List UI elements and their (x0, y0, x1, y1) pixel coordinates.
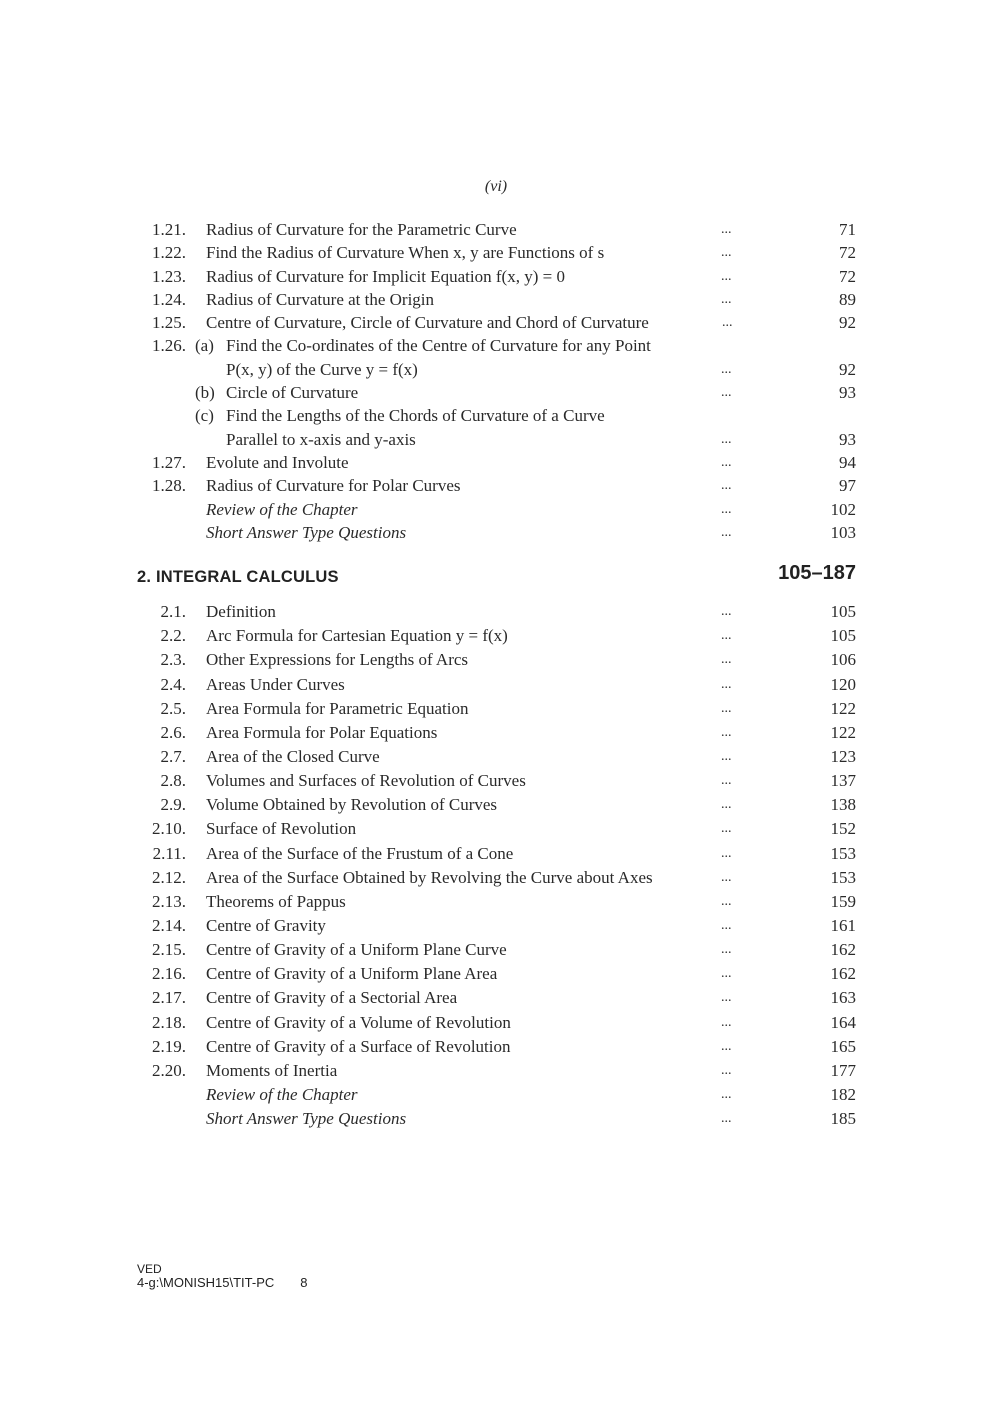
toc-entry-review[interactable] (0, 498, 992, 521)
entry-number: 2.12. (152, 867, 186, 887)
leader-dots: ... (721, 676, 732, 692)
entry-number: 1.25. (152, 313, 186, 333)
entry-number: 2.5. (160, 698, 186, 718)
entry-title: Area of the Closed Curve (206, 747, 380, 766)
entry-number: 2.19. (152, 1036, 186, 1056)
entry-title: Centre of Curvature, Circle of Curvature and Chord of Curvature (206, 313, 649, 333)
toc-entry[interactable] (0, 697, 992, 721)
entry-title: Other Expressions for Lengths of Arcs (206, 650, 469, 670)
leader-dots: ... (721, 893, 732, 909)
entry-title: Radius of Curvature for Implicit Equation f(x, y) = 0 (206, 266, 565, 286)
toc-entry[interactable] (0, 218, 992, 241)
chapter-heading[interactable] (0, 544, 992, 600)
entry-page: 165 (830, 1036, 856, 1056)
toc-section-1 (0, 218, 992, 544)
entry-number: 2.14. (152, 915, 186, 935)
toc-entry[interactable] (0, 914, 992, 938)
leader-dots: ... (721, 222, 732, 237)
leader-dots: ... (721, 1062, 732, 1078)
leader-dots: ... (721, 1111, 732, 1127)
leader-dots: ... (721, 773, 732, 789)
entry-page: 89 (839, 289, 856, 309)
leader-dots: ... (721, 245, 732, 261)
entry-page: 97 (839, 476, 856, 496)
leader-dots: ... (721, 845, 732, 861)
entry-title: Centre of Gravity (206, 915, 326, 935)
leader-dots: ... (721, 797, 732, 813)
entry-title: Radius of Curvature for Polar Curves (206, 476, 461, 496)
entry-page: 92 (839, 359, 856, 379)
entry-page: 72 (839, 243, 856, 263)
entry-page: 93 (839, 429, 856, 449)
entry-number: 2.3. (160, 650, 186, 670)
entry-title: Area of the Surface Obtained by Revolving the Curve about Axes (206, 867, 653, 887)
entry-number: 2.1. (160, 602, 186, 622)
entry-title: Centre of Gravity of a Surface of Revolution (206, 1036, 511, 1056)
entry-title: Find the Co-ordinates of the Centre of Curvature for any Point (226, 336, 651, 356)
entry-number: 2.8. (160, 771, 186, 791)
entry-title: Volumes and Surfaces of Revolution of Curves (206, 771, 526, 791)
entry-number: 2.7. (160, 747, 186, 766)
toc-entry[interactable] (0, 451, 992, 474)
entry-title: Short Answer Type Questions (206, 1109, 407, 1129)
entry-title: Centre of Gravity of a Sectorial Area (206, 988, 458, 1008)
entry-title: Circle of Curvature (226, 383, 359, 403)
footer-label: VED (137, 1262, 162, 1276)
entry-page: 153 (830, 867, 856, 887)
leader-dots: ... (721, 917, 732, 933)
entry-title: P(x, y) of the Curve y = f(x) (226, 359, 418, 379)
entry-page: 71 (839, 220, 856, 239)
leader-dots: ... (721, 524, 732, 540)
leader-dots: ... (721, 361, 732, 377)
leader-dots: ... (721, 478, 732, 494)
leader-dots: ... (721, 652, 732, 668)
entry-number: 2.17. (152, 988, 186, 1008)
entry-number: 2.6. (160, 722, 186, 742)
entry-page: 163 (830, 988, 856, 1008)
entry-title: Area of the Surface of the Frustum of a Cone (206, 843, 514, 863)
entry-page: 152 (830, 819, 856, 839)
entry-page: 122 (830, 722, 856, 742)
entry-title: Radius of Curvature for the Parametric Curve (206, 220, 517, 239)
entry-number: 1.26. (152, 336, 186, 356)
entry-label: (b) (195, 383, 215, 403)
footer-page-number: 8 (300, 1275, 308, 1290)
entry-number: 1.28. (152, 476, 186, 496)
leader-dots: ... (721, 628, 732, 644)
entry-title: Moments of Inertia (206, 1060, 338, 1080)
entry-number: 1.27. (152, 452, 186, 472)
entry-page: 182 (830, 1084, 856, 1104)
leader-dots: ... (721, 501, 732, 517)
entry-title: Centre of Gravity of a Volume of Revolution (206, 1012, 511, 1032)
toc-entry-questions[interactable] (0, 521, 992, 544)
entry-title: Review of the Chapter (206, 499, 358, 519)
toc-entry[interactable] (0, 241, 992, 264)
toc-entry[interactable] (0, 721, 992, 745)
toc-entry-review[interactable] (0, 1083, 992, 1107)
entry-number: 1.21. (152, 220, 186, 239)
toc-entry[interactable] (0, 962, 992, 986)
toc-entry[interactable] (0, 265, 992, 288)
entry-number: 2.15. (152, 940, 186, 960)
entry-page: 185 (830, 1109, 856, 1129)
entry-page: 72 (839, 266, 856, 286)
entry-title: Find the Radius of Curvature When x, y are Functions of s (206, 243, 605, 263)
entry-page: 153 (830, 843, 856, 863)
entry-page: 93 (839, 383, 856, 403)
entry-page: 106 (830, 650, 856, 670)
entry-title: Centre of Gravity of a Uniform Plane Area (206, 964, 498, 984)
page-folio: (vi) (484, 178, 508, 195)
leader-dots: ... (721, 1038, 732, 1054)
entry-title: Short Answer Type Questions (206, 522, 407, 542)
toc-entry[interactable] (0, 745, 992, 769)
entry-page: 102 (830, 499, 856, 519)
entry-page: 161 (830, 915, 856, 935)
entry-number: 2.11. (152, 843, 186, 863)
leader-dots: ... (721, 942, 732, 958)
entry-title: Volume Obtained by Revolution of Curves (206, 795, 498, 815)
entry-title: Arc Formula for Cartesian Equation y = f(x) (206, 626, 508, 646)
toc-entry[interactable] (0, 1035, 992, 1059)
toc-entry[interactable] (0, 986, 992, 1010)
toc-entry-questions[interactable] (0, 1107, 992, 1131)
entry-number: 1.24. (152, 289, 186, 309)
leader-dots: ... (721, 385, 732, 401)
entry-number: 1.23. (152, 266, 186, 286)
entry-page: 105 (830, 626, 856, 646)
entry-page: 162 (830, 940, 856, 960)
entry-page: 159 (830, 891, 856, 911)
entry-number: 2.9. (160, 795, 186, 815)
toc-entry[interactable] (0, 938, 992, 962)
leader-dots: ... (721, 990, 732, 1006)
toc-entry[interactable] (0, 842, 992, 866)
leader-dots: ... (721, 1014, 732, 1030)
toc-entry[interactable] (0, 600, 992, 624)
entry-title: Definition (206, 602, 276, 622)
toc-entry[interactable] (0, 673, 992, 697)
leader-dots: ... (721, 604, 732, 620)
entry-title: Surface of Revolution (206, 819, 357, 839)
toc-entry[interactable] (0, 624, 992, 648)
chapter-title: 2. INTEGRAL CALCULUS (137, 568, 339, 587)
entry-title: Review of the Chapter (206, 1084, 358, 1104)
entry-page: 138 (830, 795, 856, 815)
leader-dots: ... (721, 821, 732, 837)
entry-title: Parallel to x-axis and y-axis (226, 429, 416, 449)
leader-dots: ... (721, 749, 732, 764)
entry-number: 2.16. (152, 964, 186, 984)
table-of-contents (0, 218, 992, 1131)
toc-entry[interactable] (0, 288, 992, 311)
entry-number: 2.20. (152, 1060, 186, 1080)
leader-dots: ... (722, 315, 733, 331)
entry-page: 122 (830, 698, 856, 718)
toc-section-2 (0, 600, 992, 1131)
entry-title: Radius of Curvature at the Origin (206, 289, 435, 309)
leader-dots: ... (721, 700, 732, 716)
entry-title: Find the Lengths of the Chords of Curvature of a Curve (226, 406, 605, 426)
leader-dots: ... (721, 724, 732, 740)
entry-page: 137 (830, 771, 856, 791)
entry-title: Area Formula for Parametric Equation (206, 698, 469, 718)
entry-number: 2.18. (152, 1012, 186, 1032)
toc-entry[interactable] (0, 334, 992, 357)
toc-entry[interactable] (0, 1011, 992, 1035)
toc-entry-continuation[interactable] (0, 428, 992, 451)
entry-number: 2.2. (160, 626, 186, 646)
leader-dots: ... (721, 869, 732, 885)
entry-page: 103 (830, 522, 856, 542)
leader-dots: ... (721, 1086, 732, 1102)
entry-page: 105 (830, 602, 856, 622)
leader-dots: ... (721, 454, 732, 470)
toc-entry[interactable] (0, 1059, 992, 1083)
toc-entry[interactable] (0, 311, 992, 334)
toc-entry-continuation[interactable] (0, 358, 992, 381)
entry-label: (c) (195, 406, 214, 426)
entry-page: 164 (830, 1012, 856, 1032)
entry-title: Centre of Gravity of a Uniform Plane Curve (206, 940, 507, 960)
entry-title: Area Formula for Polar Equations (206, 722, 438, 742)
entry-number: 1.22. (152, 243, 186, 263)
entry-label: (a) (195, 336, 214, 356)
toc-entry[interactable] (0, 474, 992, 497)
toc-entry[interactable] (0, 890, 992, 914)
toc-entry[interactable] (0, 793, 992, 817)
entry-page: 120 (830, 674, 856, 694)
chapter-page-range: 105–187 (778, 562, 856, 585)
entry-page: 92 (839, 313, 856, 333)
entry-title: Areas Under Curves (206, 674, 345, 694)
entry-title: Evolute and Involute (206, 452, 349, 472)
entry-number: 2.13. (152, 891, 186, 911)
leader-dots: ... (721, 291, 732, 307)
leader-dots: ... (721, 431, 732, 447)
entry-number: 2.4. (160, 674, 186, 694)
entry-page: 94 (839, 452, 856, 472)
print-footer (137, 1262, 307, 1290)
toc-entry[interactable] (0, 648, 992, 672)
toc-entry[interactable] (0, 404, 992, 427)
entry-number: 2.10. (152, 819, 186, 839)
entry-page: 177 (830, 1060, 856, 1080)
toc-entry[interactable] (0, 769, 992, 793)
toc-entry[interactable] (0, 817, 992, 841)
footer-file-path: 4-g:\MONISH15\TIT-PC (137, 1275, 275, 1290)
toc-entry[interactable] (0, 381, 992, 404)
entry-page: 162 (830, 964, 856, 984)
entry-page: 123 (830, 747, 856, 766)
entry-title: Theorems of Pappus (206, 891, 346, 911)
leader-dots: ... (721, 268, 732, 284)
leader-dots: ... (721, 966, 732, 982)
toc-entry[interactable] (0, 866, 992, 890)
